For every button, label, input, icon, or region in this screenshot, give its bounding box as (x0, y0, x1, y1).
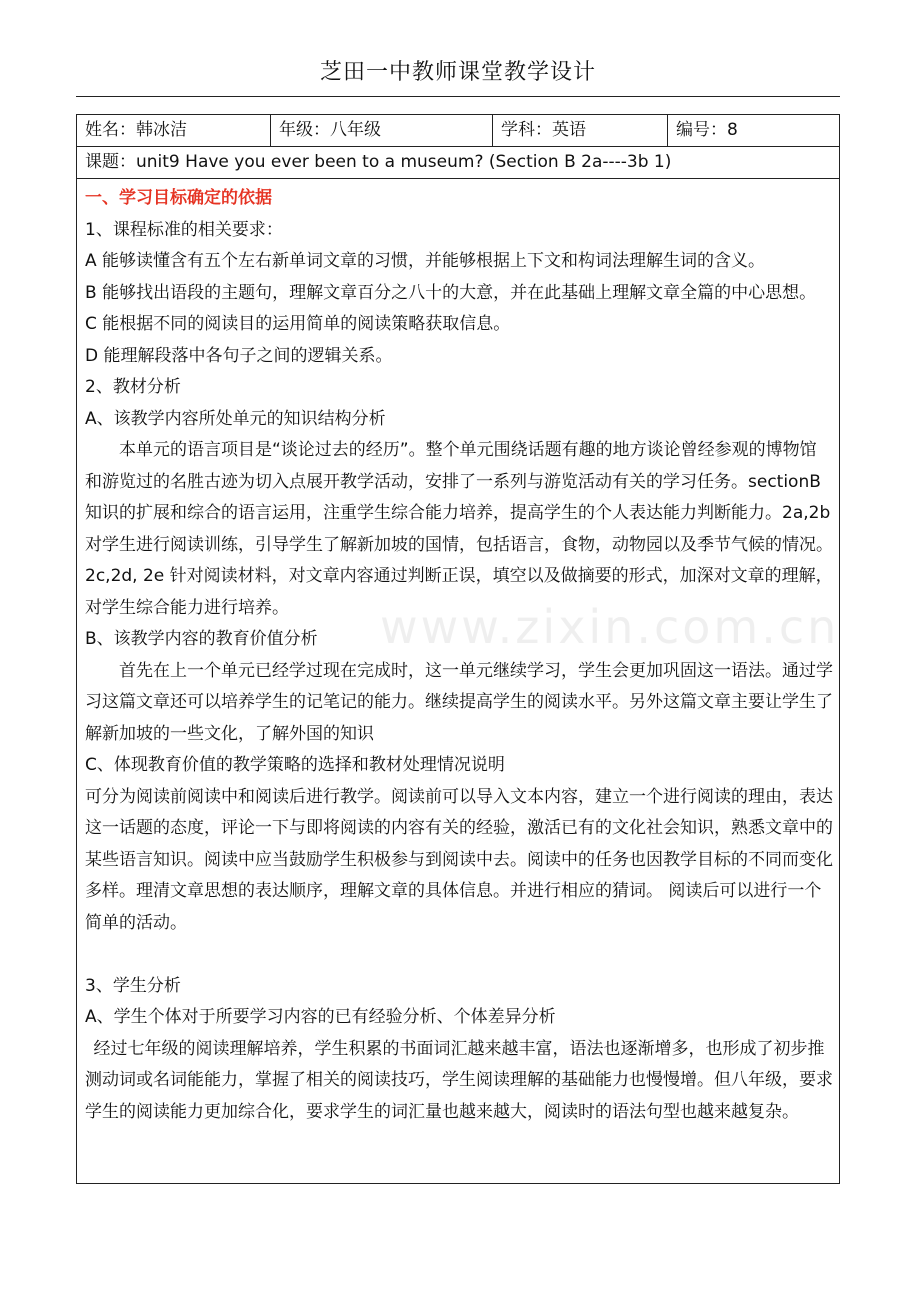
teacher-name-cell: 姓名：韩冰洁 (85, 120, 187, 140)
requirement-b: B 能够找出语段的主题句，理解文章百分之八十的大意，并在此基础上理解文章全篇的中心思想。 (85, 282, 817, 303)
requirement-a: A 能够读懂含有五个左右新单词文章的习惯，并能够根据上下文和构词法理解生词的含义。 (85, 251, 766, 271)
requirement-d: D 能理解段落中各句子之间的逻辑关系。 (85, 345, 393, 366)
student-analysis-paragraph: 经过七年级的阅读理解培养，学生积累的书面词汇越来越丰富，语法也逐渐增多，也形成了初步推测动词或名词能能力，掌握了相关的阅读技巧，学生阅读理解的基础能力也慢慢增。但八年级，要求学生的阅读能力更加综合化，要求学生的词汇量也越来越大，阅读时的语法句型也越来越复杂。 (85, 1038, 833, 1122)
requirement-c: C 能根据不同的阅读目的运用简单的阅读策略获取信息。 (85, 314, 511, 334)
subject-cell: 学科：英语 (492, 115, 667, 146)
analysis-b-title: B、该教学内容的教育价值分析 (85, 629, 318, 649)
analysis-b-paragraph: 首先在上一个单元已经学过现在完成时，这一单元继续学习，学生会更加巩固这一语法。通过学习这篇文章还可以培养学生的记笔记的能力。继续提高学生的阅读水平。另外这篇文章主要让学生了解新加坡的一些文化，了解外国的知识 (85, 660, 833, 744)
topic-cell: 课题：unit9 Have you ever been to a museum? (Section B 2a----3b 1) (85, 152, 672, 172)
student-analysis-title: A、学生个体对于所要学习内容的已有经验分析、个体差异分析 (85, 1007, 556, 1027)
topic-row (77, 147, 839, 179)
page-title: 芝田一中教师课堂教学设计 (319, 60, 596, 85)
subsection-title: 1、课程标准的相关要求： (85, 219, 283, 240)
watermark-text: www.zixin.com.cn (380, 600, 840, 654)
content-cell (77, 179, 839, 1183)
analysis-c-title: C、体现教育价值的教学策略的选择和教材处理情况说明 (85, 755, 505, 775)
subsection-title: 2、教材分析 (85, 377, 181, 397)
subsection-title: 3、学生分析 (85, 975, 181, 996)
analysis-a-paragraph: 本单元的语言项目是“谈论过去的经历”。整个单元围绕话题有趣的地方谈论曾经参观的博物馆和游览过的名胜古迹为切入点展开教学活动，安排了一系列与游览活动有关的学习任务。sectionB 知识的扩展和综合的语言运用，注重学生综合能力培养，提高学生的个人表达能力判断能力。2a,2b 对学生进行阅读训练，引导学生了解新加坡的国情，包括语言，食物，动物园以及季节气候的情况。2c,2d, 2e 针对阅读材料，对文章内容通过判断正误，填空以及做摘要的形式，加深对文章的理解，对学生综合能力进行培养。 (85, 440, 833, 618)
grade-cell: 年级：八年级 (270, 115, 492, 146)
lesson-plan-table (76, 114, 840, 1184)
analysis-c-paragraph: 可分为阅读前阅读中和阅读后进行教学。阅读前可以导入文本内容，建立一个进行阅读的理由，表达这一话题的态度，评论一下与即将阅读的内容有关的经验，激活已有的文化社会知识，熟悉文章中的某些语言知识。阅读中应当鼓励学生积极参与到阅读中去。阅读中的任务也因教学目标的不同而变化多样。理清文章思想的表达顺序，理解文章的具体信息。并进行相应的猜词。 阅读后可以进行一个简单的活动。 (85, 786, 833, 933)
section-heading: 一、学习目标确定的依据 (85, 188, 272, 208)
blank-line (85, 939, 833, 971)
analysis-a-title: A、该教学内容所处单元的知识结构分析 (85, 408, 386, 429)
number-cell: 编号：8 (667, 115, 839, 146)
meta-row (77, 115, 839, 147)
header-divider (76, 96, 840, 97)
